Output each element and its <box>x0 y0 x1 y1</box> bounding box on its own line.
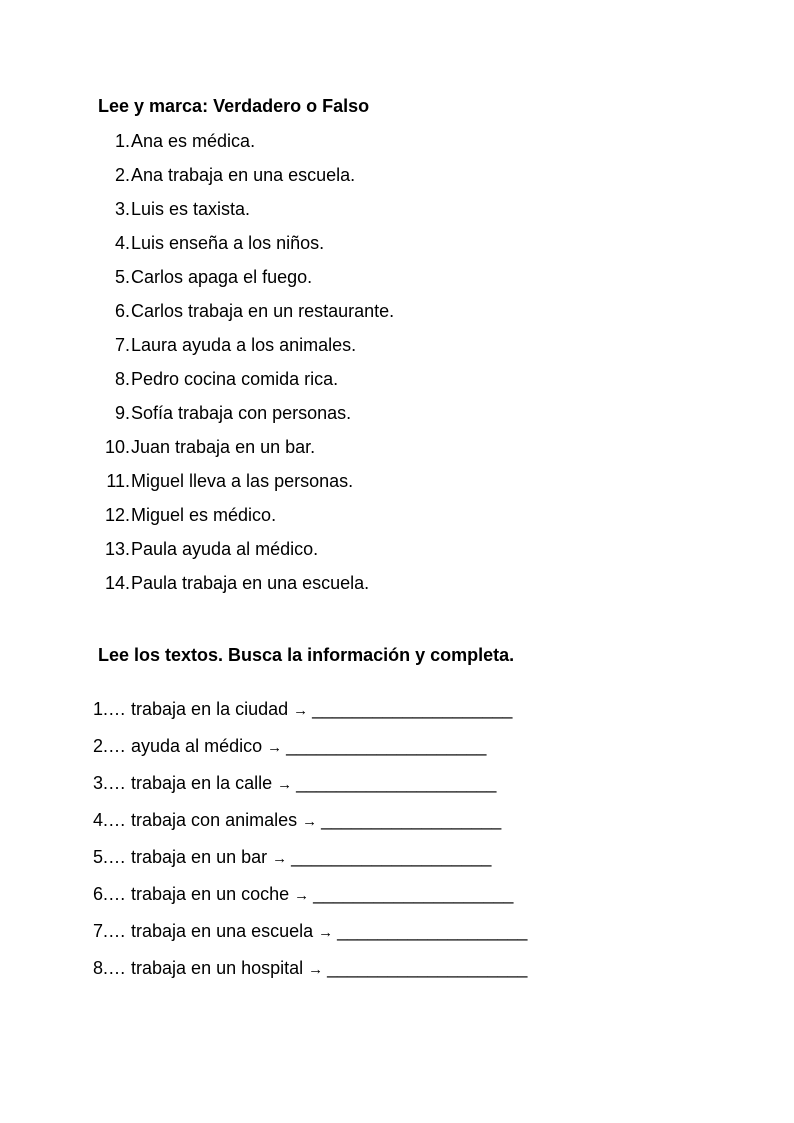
item-statement: Carlos apaga el fuego. <box>131 267 313 287</box>
list-item <box>93 698 527 735</box>
list-item <box>96 402 394 436</box>
item-number: 10. <box>104 437 130 457</box>
list-item <box>96 198 394 232</box>
item-prompt: … trabaja en una escuela <box>108 921 314 941</box>
item-number: 4. <box>114 233 130 253</box>
item-number: 12. <box>104 505 130 525</box>
item-statement: Ana es médica. <box>131 131 256 151</box>
item-number: 5. <box>114 267 130 287</box>
list-item <box>93 772 527 809</box>
item-number: 14. <box>104 573 130 593</box>
answer-blank[interactable]: __________________ <box>321 810 502 830</box>
item-statement: Paula ayuda al médico. <box>131 539 319 559</box>
item-prompt: … trabaja en la ciudad <box>108 699 289 719</box>
answer-blank[interactable]: ____________________ <box>296 773 497 793</box>
item-statement: Luis es taxista. <box>131 199 251 219</box>
item-number: 7. <box>93 921 109 941</box>
item-number: 11. <box>106 471 130 491</box>
item-number: 3. <box>93 773 109 793</box>
arrow-icon: → <box>277 776 293 793</box>
item-statement: Sofía trabaja con personas. <box>131 403 352 423</box>
arrow-icon: → <box>293 702 309 719</box>
item-prompt: … trabaja en un bar <box>108 847 268 867</box>
true-false-list <box>96 130 394 606</box>
item-statement: Pedro cocina comida rica. <box>131 369 339 389</box>
arrow-icon: → <box>302 813 318 830</box>
item-prompt: … trabaja en un coche <box>108 884 290 904</box>
item-statement: Ana trabaja en una escuela. <box>131 165 356 185</box>
item-statement: Paula trabaja en una escuela. <box>131 573 370 593</box>
item-number: 5. <box>93 847 109 867</box>
list-item <box>93 735 527 772</box>
item-statement: Carlos trabaja en un restaurante. <box>131 301 395 321</box>
section-1-title: Lee y marca: Verdadero o Falso <box>98 96 370 116</box>
item-prompt: … trabaja en un hospital <box>108 958 304 978</box>
item-statement: Miguel es médico. <box>131 505 277 525</box>
list-item <box>96 232 394 266</box>
list-item <box>96 470 394 504</box>
list-item <box>96 504 394 538</box>
item-prompt: … trabaja en la calle <box>108 773 273 793</box>
item-number: 1. <box>93 699 109 719</box>
answer-blank[interactable]: ____________________ <box>312 699 513 719</box>
item-number: 8. <box>93 958 109 978</box>
arrow-icon: → <box>272 850 288 867</box>
item-number: 2. <box>114 165 130 185</box>
list-item <box>96 334 394 368</box>
item-number: 4. <box>93 810 109 830</box>
item-number: 2. <box>93 736 109 756</box>
answer-blank[interactable]: ___________________ <box>337 921 528 941</box>
item-number: 1. <box>114 131 130 151</box>
item-prompt: … trabaja con animales <box>108 810 298 830</box>
item-number: 6. <box>93 884 109 904</box>
list-item <box>96 538 394 572</box>
list-item <box>93 920 527 957</box>
arrow-icon: → <box>294 887 310 904</box>
list-item <box>96 266 394 300</box>
list-item <box>96 300 394 334</box>
item-statement: Luis enseña a los niños. <box>131 233 325 253</box>
item-number: 3. <box>114 199 130 219</box>
list-item <box>96 130 394 164</box>
fill-in-list <box>93 698 527 994</box>
arrow-icon: → <box>267 739 283 756</box>
arrow-icon: → <box>318 924 334 941</box>
item-number: 7. <box>114 335 130 355</box>
list-item <box>93 809 527 846</box>
list-item <box>96 572 394 606</box>
arrow-icon: → <box>308 961 324 978</box>
answer-blank[interactable]: ____________________ <box>327 958 528 978</box>
item-number: 8. <box>114 369 130 389</box>
answer-blank[interactable]: ____________________ <box>291 847 492 867</box>
list-item <box>96 164 394 198</box>
answer-blank[interactable]: ____________________ <box>286 736 487 756</box>
list-item <box>93 883 527 920</box>
item-prompt: … ayuda al médico <box>108 736 263 756</box>
item-statement: Miguel lleva a las personas. <box>131 471 354 491</box>
item-statement: Juan trabaja en un bar. <box>131 437 316 457</box>
list-item <box>96 436 394 470</box>
item-number: 6. <box>114 301 130 321</box>
item-statement: Laura ayuda a los animales. <box>131 335 357 355</box>
section-2-title: Lee los textos. Busca la información y completa. <box>98 645 515 665</box>
list-item <box>93 957 527 994</box>
item-number: 13. <box>104 539 130 559</box>
item-number: 9. <box>114 403 130 423</box>
list-item <box>93 846 527 883</box>
answer-blank[interactable]: ____________________ <box>313 884 514 904</box>
list-item <box>96 368 394 402</box>
